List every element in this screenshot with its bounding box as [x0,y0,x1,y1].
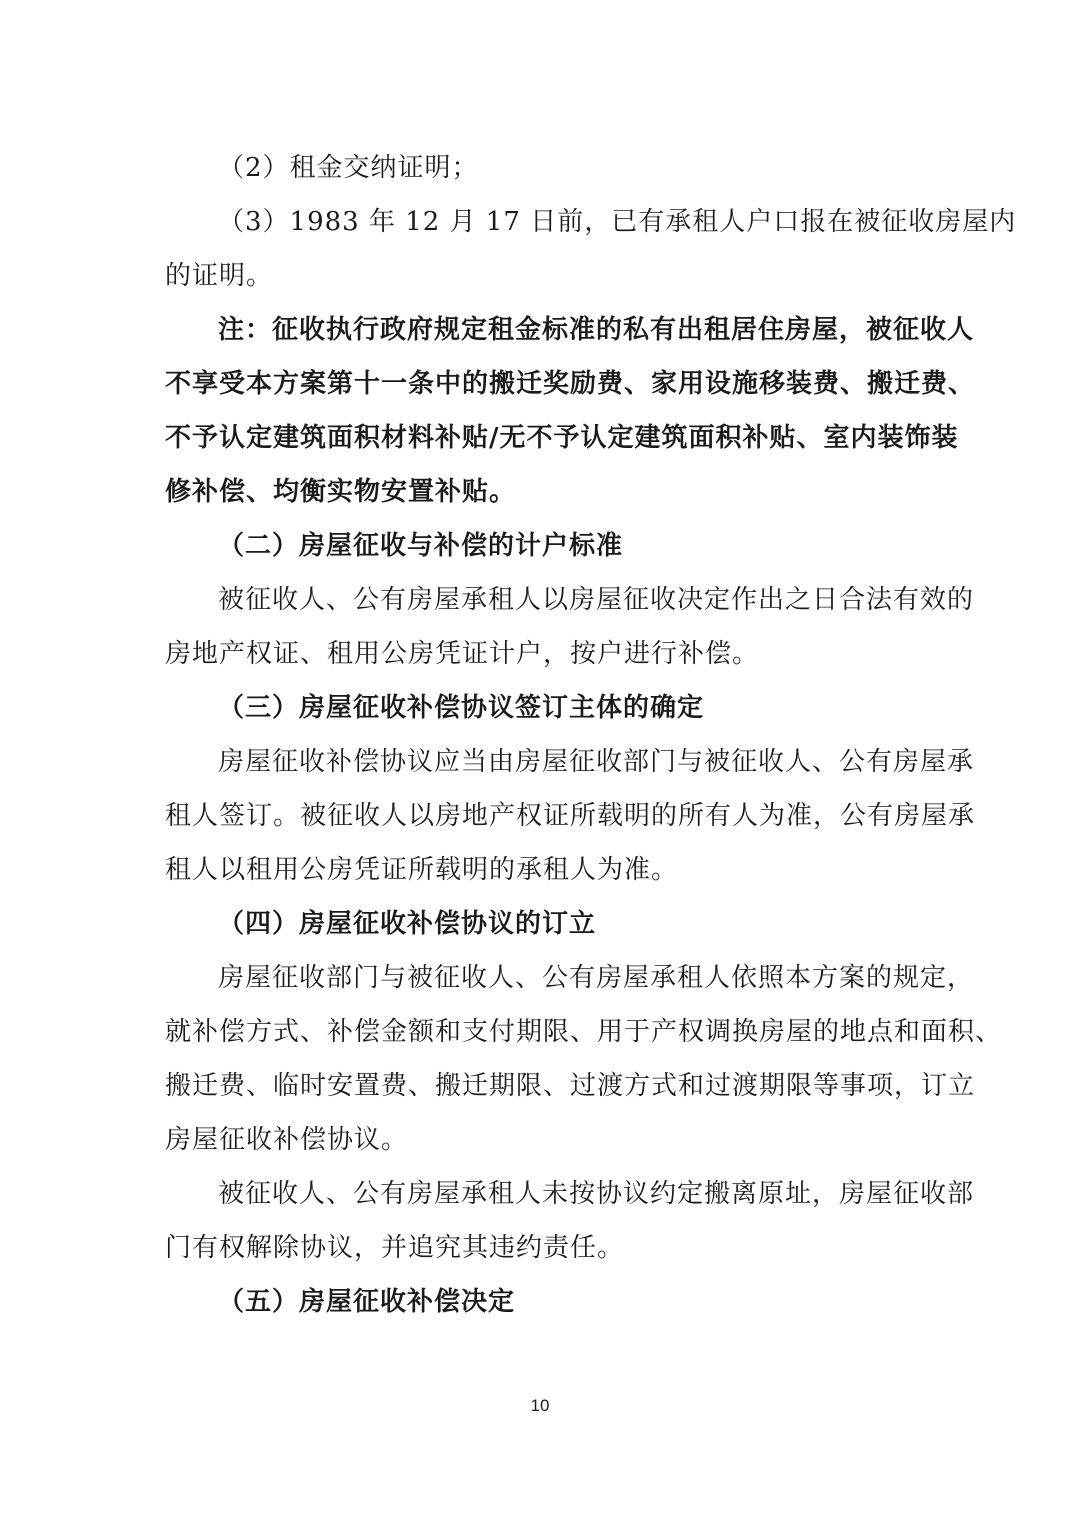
paragraph-line: 房屋征收补偿协议。 [165,1125,409,1155]
section-heading-compensation-decision: （五）房屋征收补偿决定 [218,1287,516,1317]
section-heading-household-standard: （二）房屋征收与补偿的计户标准 [218,531,624,561]
paragraph-line: 被征收人、公有房屋承租人未按协议约定搬离原址，房屋征收部 [218,1179,975,1209]
paragraph-line: 被征收人、公有房屋承租人以房屋征收决定作出之日合法有效的 [218,585,975,615]
paragraph-line: 房地产权证、租用公房凭证计户，按户进行补偿。 [165,639,760,669]
note-paragraph-line: 不享受本方案第十一条中的搬迁奖励费、家用设施移装费、搬迁费、 [165,369,976,399]
list-item-rent-payment-proof: （2）租金交纳证明； [218,153,479,183]
section-heading-agreement-conclusion: （四）房屋征收补偿协议的订立 [218,909,597,939]
note-paragraph-line: 注：征收执行政府规定租金标准的私有出租居住房屋，被征收人 [218,315,975,345]
list-item-household-registration-proof: （3）1983 年 12 月 17 日前，已有承租人户口报在被征收房屋内 [218,207,1017,237]
paragraph-line: 的证明。 [165,261,274,291]
page-number: 10 [530,1396,550,1415]
note-paragraph-line: 不予认定建筑面积材料补贴/无不予认定建筑面积补贴、室内装饰装 [165,423,959,453]
paragraph-line: 就补偿方式、补偿金额和支付期限、用于产权调换房屋的地点和面积、 [165,1017,1003,1047]
paragraph-line: 门有权解除协议，并追究其违约责任。 [165,1233,625,1263]
section-heading-agreement-parties: （三）房屋征收补偿协议签订主体的确定 [218,693,705,723]
paragraph-line: 租人签订。被征收人以房地产权证所载明的所有人为准，公有房屋承 [165,801,976,831]
paragraph-line: 房屋征收补偿协议应当由房屋征收部门与被征收人、公有房屋承 [218,747,975,777]
paragraph-line: 房屋征收部门与被征收人、公有房屋承租人依照本方案的规定， [218,963,975,993]
note-paragraph-line: 修补偿、均衡实物安置补贴。 [165,477,517,507]
paragraph-line: 租人以租用公房凭证所载明的承租人为准。 [165,855,679,885]
paragraph-line: 搬迁费、临时安置费、搬迁期限、过渡方式和过渡期限等事项，订立 [165,1071,976,1101]
